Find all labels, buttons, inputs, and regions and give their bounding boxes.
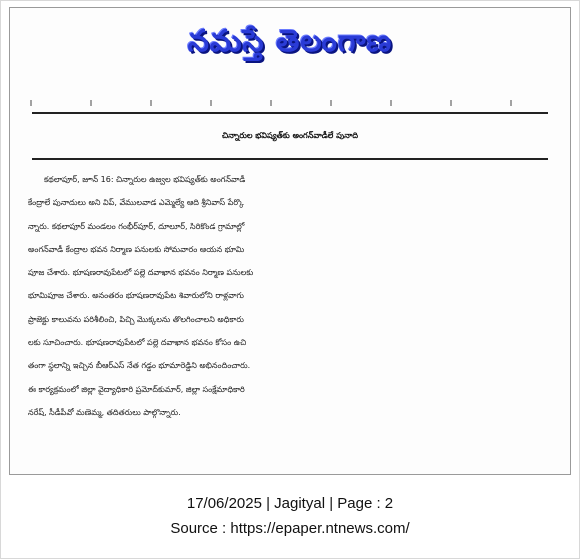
article-body <box>28 168 560 424</box>
article-line: కేంద్రాలే పునాదులు అని విప్‌, వేములవాడ ఎమ్మెల్యే ఆది శ్రీనివాస్‌ పేర్కొ <box>28 198 244 208</box>
article-line: అంగన్‌వాడీ కేంద్రాల భవన నిర్మాణ పనులకు సోమవారం ఆయన భూమి <box>28 244 245 254</box>
clipping-source-link[interactable]: Source : https://epaper.ntnews.com/ <box>170 520 410 537</box>
clipping-cut-edge <box>30 100 550 106</box>
article-headline: చిన్నారుల భవిష్యత్‌కు అంగన్‌వాడీలే పునాది <box>221 131 359 140</box>
article-line: భూమిపూజ చేశారు. అనంతరం భూషణరావుపేట శివారులోని రాళ్లవాగు <box>28 291 244 301</box>
article-line: నరేష్‌, సీడీపీవో మణెమ్మ, తదితరులు పాల్గొన్నారు. <box>28 407 181 417</box>
article-line: లకు సూచించారు. భూషణరావుపేటలో పల్లె దవాఖాన భవనం కోసం ఉచి <box>28 338 247 348</box>
article-line: కథలాపూర్‌, జూన్‌ 16: చిన్నారుల ఉజ్వల భవిష్యత్‌కు అంగన్‌వాడీ <box>44 175 246 184</box>
headline-rule-bottom <box>32 158 548 160</box>
article-line: ప్రాజెక్టు కాలువను పరిశీలించి, పిచ్చి మొక్కలను తొలగించాలని అధికారు <box>28 314 244 324</box>
newspaper-masthead: నమస్తే తెలంగాణ <box>187 24 393 59</box>
news-clipping <box>9 7 571 475</box>
article-line: తంగా స్థలాన్ని ఇచ్చిన బీఆర్‌ఎస్‌ నేత గడ్డం భూమారెడ్డిని అభినందించారు. <box>28 361 251 371</box>
article-line: ఈ కార్యక్రమంలో జిల్లా వైద్యాధికారి ప్రమోద్‌కుమార్‌, జిల్లా సంక్షేమాధికారి <box>28 384 245 394</box>
clipping-date-edition: 17/06/2025 | Jagityal | Page : 2 <box>186 495 394 512</box>
article-line: న్నారు. కథలాపూర్‌ మండలం గంభీర్‌పూర్‌, దూలూర్‌, సిరికొండ గ్రామాల్లో <box>28 221 245 231</box>
headline-rule-top <box>32 112 548 114</box>
article-line: పూజ చేశారు. భూషణరావుపేటలో పల్లె దవాఖాన భవనం నిర్మాణ పనులకు <box>28 268 254 278</box>
